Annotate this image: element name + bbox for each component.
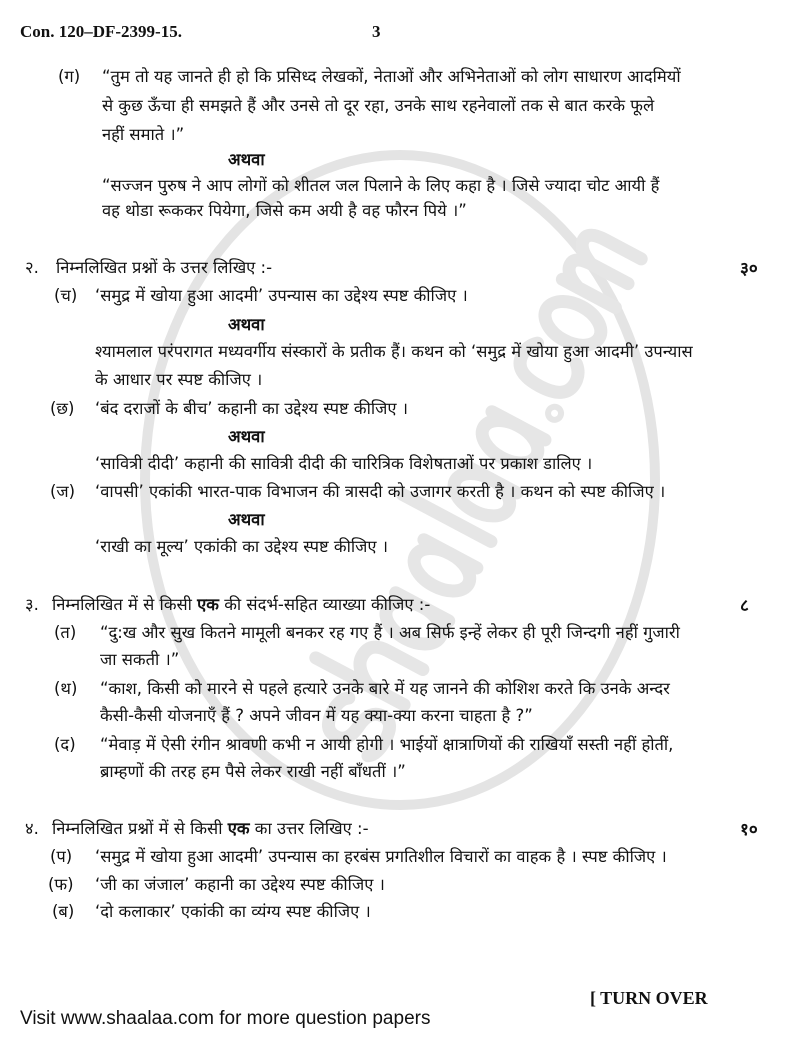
text-line: के आधार पर स्पष्ट कीजिए ।: [95, 370, 263, 389]
or-label: अथवा: [228, 427, 265, 446]
footer-note: Visit www.shaalaa.com for more question papers: [20, 1008, 431, 1029]
text-line: ‘राखी का मूल्य’ एकांकी का उद्देश्य स्पष्ट कीजिए ।: [95, 537, 389, 556]
text-line: ‘बंद दराजों के बीच’ कहानी का उद्देश्य स्पष्ट कीजिए ।: [95, 399, 408, 418]
question-label: (प): [50, 847, 73, 866]
text-line: ‘वापसी’ एकांकी भारत-पाक विभाजन की त्रासदी को उजागर करती है । कथन को स्पष्ट कीजिए ।: [95, 482, 666, 501]
text-line: ‘समुद्र में खोया हुआ आदमी’ उपन्यास का उद्देश्य स्पष्ट कीजिए ।: [95, 286, 468, 305]
text-line: ‘समुद्र में खोया हुआ आदमी’ उपन्यास का हरबंस प्रगतिशील विचारों का वाहक है । स्पष्ट कीजिए ।: [95, 847, 667, 866]
text-line: श्यामलाल परंपरागत मध्यवर्गीय संस्कारों के प्रतीक हैं। कथन को ‘समुद्र में खोया हुआ आदमी’ उपन्यास: [95, 342, 693, 361]
question-title: [52, 594, 430, 616]
question-number: ४.: [25, 819, 39, 838]
question-label: (ग): [58, 67, 81, 86]
question-label: (छ): [50, 399, 75, 418]
text-line: वह थोडा रूककर पियेगा, जिसे कम अयी है वह फौरन पिये ।”: [102, 201, 467, 220]
text-line: “काश, किसी को मारने से पहले हत्यारे उनके बारे में यह जानने की कोशिश करते कि उनके अन्दर: [100, 679, 670, 698]
text-line: “मेवाड़ में ऐसी रंगीन श्रावणी कभी न आयी होगी । भाईयों क्षात्राणियों की राखियाँ सस्ती नहीं होतीं,: [100, 735, 674, 754]
or-label: अथवा: [228, 150, 265, 169]
question-number: २.: [25, 258, 39, 277]
question-label: (त): [54, 623, 77, 642]
marks: ८: [740, 596, 749, 616]
or-label: अथवा: [228, 510, 265, 529]
question-number: ३.: [25, 595, 39, 614]
question-label: (फ): [48, 875, 74, 894]
text-line: से कुछ ऊँचा ही समझते हैं और उनसे तो दूर रहा, उनके साथ रहनेवालों तक से बात करके फूले: [102, 96, 655, 115]
marks: ३०: [740, 259, 758, 279]
text-line: ब्राम्हणों की तरह हम पैसे लेकर राखी नहीं बाँधतीं ।”: [100, 762, 406, 781]
question-label: (ज): [50, 482, 76, 501]
question-label: (च): [54, 286, 78, 305]
question-title: [52, 818, 369, 840]
text-line: जा सकती ।”: [100, 650, 180, 669]
title-emphasis: एक: [227, 819, 250, 838]
question-label: (थ): [54, 679, 78, 698]
title-emphasis: एक: [197, 595, 219, 614]
question-label: (ब): [52, 902, 75, 921]
title-part: का उत्तर लिखिए :-: [254, 819, 369, 838]
text-line: कैसी-कैसी योजनाएँ हैं ? अपने जीवन में यह क्या-क्या करना चाहता है ?”: [100, 706, 533, 725]
paper-code: Con. 120–DF-2399-15.: [20, 22, 182, 41]
question-label: (द): [54, 735, 76, 754]
turn-over: [ TURN OVER: [590, 988, 708, 1008]
page-number: 3: [372, 22, 381, 41]
marks: १०: [740, 820, 758, 840]
title-part: निम्नलिखित में से किसी: [52, 595, 192, 614]
text-line: ‘सावित्री दीदी’ कहानी की सावित्री दीदी की चारित्रिक विशेषताओं पर प्रकाश डालिए ।: [95, 454, 593, 473]
text-line: “दु:ख और सुख कितने मामूली बनकर रह गए हैं । अब सिर्फ इन्हें लेकर ही पूरी जिन्दगी नहीं गुजारी: [100, 623, 680, 642]
text-line: “सज्जन पुरुष ने आप लोगों को शीतल जल पिलाने के लिए कहा है । जिसे ज्यादा चोट आयी हैं: [102, 176, 660, 195]
title-part: की संदर्भ-सहित व्याख्या कीजिए :-: [224, 595, 431, 614]
text-line: “तुम तो यह जानते ही हो कि प्रसिध्द लेखकों, नेताओं और अभिनेताओं को लोग साधारण आदमियों: [102, 67, 681, 86]
or-label: अथवा: [228, 315, 265, 334]
text-line: ‘जी का जंजाल’ कहानी का उद्देश्य स्पष्ट कीजिए ।: [95, 875, 385, 894]
title-part: निम्नलिखित प्रश्नों में से किसी: [52, 819, 223, 838]
text-line: ‘दो कलाकार’ एकांकी का व्यंग्य स्पष्ट कीजिए ।: [95, 902, 371, 921]
question-title: निम्नलिखित प्रश्नों के उत्तर लिखिए :-: [56, 258, 273, 277]
text-line: नहीं समाते ।”: [102, 125, 185, 144]
